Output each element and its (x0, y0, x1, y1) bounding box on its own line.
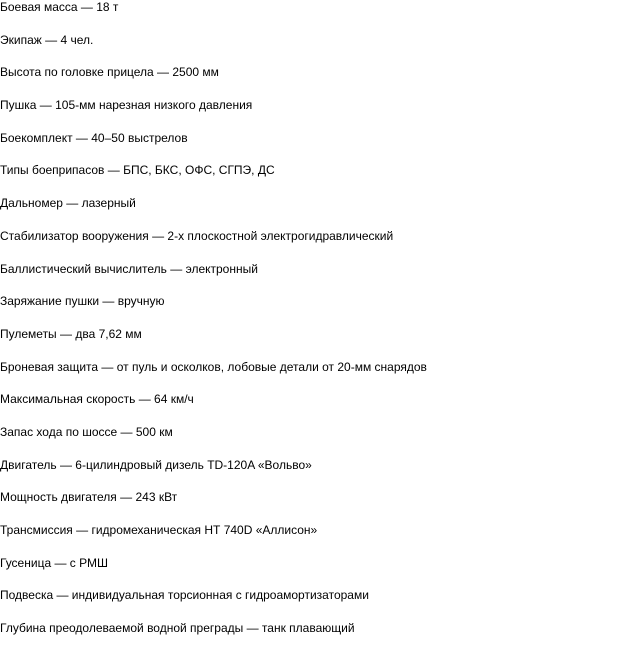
spec-stabilizer: Стабилизатор вооружения — 2-х плоскостной электрогидравлический (0, 228, 394, 243)
spec-ammunition-types: Типы боеприпасов — БПС, БКС, ОФС, СГПЭ, ДС (0, 163, 275, 178)
spec-suspension: Подвеска — индивидуальная торсионная с гидроамортизаторами (0, 588, 369, 603)
spec-engine-power: Мощность двигателя — 243 кВт (0, 490, 178, 505)
spec-armor: Броневая защита — от пуль и осколков, лобовые детали от 20-мм снарядов (0, 359, 427, 374)
spec-crew: Экипаж — 4 чел. (0, 32, 94, 47)
spec-track: Гусеница — с РМШ (0, 555, 108, 570)
spec-ballistic-computer: Баллистический вычислитель — электронный (0, 261, 258, 276)
spec-combat-weight: Боевая масса — 18 т (0, 0, 119, 14)
spec-max-speed: Максимальная скорость — 64 км/ч (0, 392, 194, 407)
spec-machine-guns: Пулеметы — два 7,62 мм (0, 326, 142, 341)
spec-gun: Пушка — 105-мм нарезная низкого давления (0, 98, 253, 113)
spec-transmission: Трансмиссия — гидромеханическая НТ 740D «Аллисон» (0, 523, 318, 537)
spec-sight-height: Высота по головке прицела — 2500 мм (0, 65, 219, 80)
spec-engine: Двигатель — 6-цилиндровый дизель TD-120A «Вольво» (0, 457, 312, 472)
spec-ammunition-load: Боекомплект — 40–50 выстрелов (0, 130, 188, 145)
spec-rangefinder: Дальномер — лазерный (0, 196, 136, 211)
spec-water-obstacle: Глубина преодолеваемой водной преграды — танк плавающий (0, 621, 355, 636)
spec-loading: Заряжание пушки — вручную (0, 294, 165, 309)
spec-road-range: Запас хода по шоссе — 500 км (0, 424, 173, 439)
